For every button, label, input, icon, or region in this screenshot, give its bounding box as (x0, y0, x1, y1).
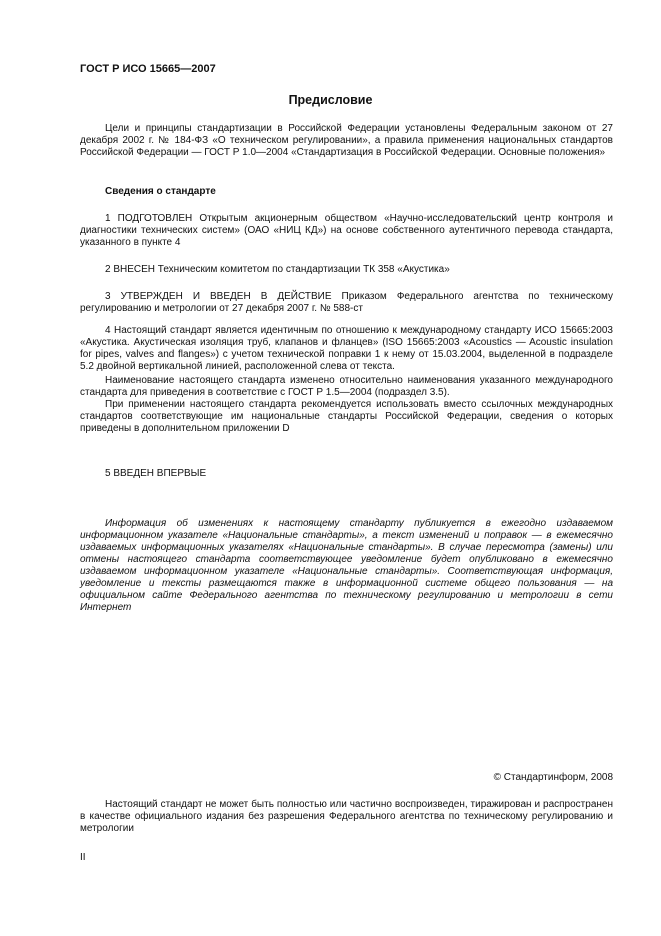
foreword-intro-block (80, 123, 613, 159)
item2-block (80, 264, 613, 276)
item5-block (80, 468, 613, 480)
item4-block (80, 325, 613, 435)
foreword-title: Предисловие (288, 93, 373, 107)
item-4-paragraph-2: Наименование настоящего стандарта изменено относительно наименования указанного международного стандарта для приведения в соответствие с ГОСТ Р 1.5—2004 (подраздел 3.5). (80, 375, 613, 398)
item-3: 3 УТВЕРЖДЕН И ВВЕДЕН В ДЕЙСТВИЕ Приказом Федерального агентства по техническому регулированию и метрологии от 27 декабря 2007 г. № 588-ст (80, 291, 613, 314)
copyright: © Стандартинформ, 2008 (493, 772, 613, 783)
item-4-paragraph-3: При применении настоящего стандарта рекомендуется использовать вместо ссылочных международных стандартов соответствующие им национальные стандарты Российской Федерации, сведения о которых приведены в дополнительном приложении D (80, 399, 613, 434)
item3-block (80, 291, 613, 315)
item-4: 4 Настоящий стандарт является идентичным по отношению к международному стандарту ИСО 15665:2003 «Акустика. Акустическая изоляция труб, клапанов и фланцев» (ISO 15665:2003 «Acoustics — Acoustic insulation for pipes, valves and flanges») с учетом технической поправки 1 к нему от 15.03.2004, выделенной в подразделе 5.2 двойной вертикальной линией, расположенной слева от текста. (80, 325, 613, 372)
reproduction-block (80, 799, 613, 835)
reproduction-notice: Настоящий стандарт не может быть полностью или частично воспроизведен, тиражирован и распространен в качестве официального издания без разрешения Федерального агентства по техническому регулированию и метрологии (80, 799, 613, 834)
item-2: 2 ВНЕСЕН Техническим комитетом по стандартизации ТК 358 «Акустика» (105, 264, 450, 275)
item1-block (80, 213, 613, 249)
document-header: ГОСТ Р ИСО 15665—2007 (80, 63, 216, 75)
section-title-block (80, 186, 613, 198)
section-title: Сведения о стандарте (105, 186, 216, 197)
notice-text: Информация об изменениях к настоящему стандарту публикуется в ежегодно издаваемом информационном указателе «Национальные стандарты», а текст изменений и поправок — в ежемесячно издаваемых информационных указателях «Национальные стандарты». В случае пересмотра (замены) или отмены настоящего стандарта соответствующее уведомление будет опубликовано в ежемесячно издаваемом информационном указателе «Национальные стандарты». Соответствующая информация, уведомление и тексты размещаются также в информационной системе общего пользования — на официальном сайте Федерального агентства по техническому регулированию и метрологии в сети Интернет (80, 518, 613, 613)
item-5: 5 ВВЕДЕН ВПЕРВЫЕ (105, 468, 207, 479)
notice-block (80, 518, 613, 614)
page-number: II (80, 852, 86, 863)
foreword-intro: Цели и принципы стандартизации в Российской Федерации установлены Федеральным законом от 27 декабря 2002 г. № 184-ФЗ «О техническом регулировании», а правила применения национальных стандартов Российской Федерации — ГОСТ Р 1.0—2004 «Стандартизация в Российской Федерации. Основные положения» (80, 123, 613, 158)
item-1: 1 ПОДГОТОВЛЕН Открытым акционерным обществом «Научно-исследовательский центр контроля и диагностики технических систем» (ОАО «НИЦ КД») на основе собственного аутентичного перевода стандарта, указанного в пункте 4 (80, 213, 613, 248)
